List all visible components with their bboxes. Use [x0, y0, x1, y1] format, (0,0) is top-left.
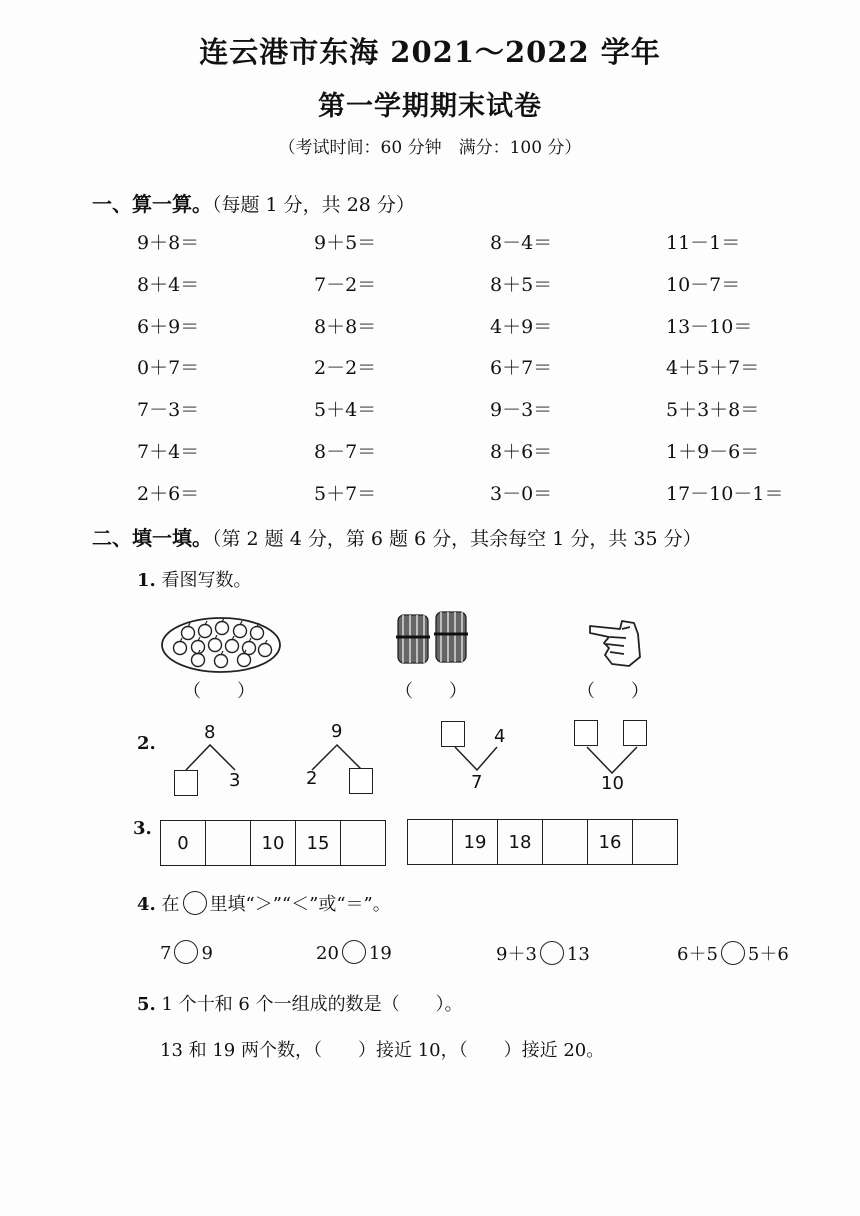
question-4-text-a: 在: [161, 894, 180, 915]
compare-3-right: 13: [566, 944, 590, 965]
bond-1-right: 3: [229, 770, 241, 791]
section-2-note: （第 2 题 4 分，第 6 题 6 分，其余每空 1 分，共 35 分）: [212, 528, 702, 550]
equation: 8－4＝: [490, 232, 553, 254]
compare-1-right: 9: [201, 943, 213, 964]
bond-2-left: 2: [306, 768, 318, 789]
number-sequence-row-2: [407, 819, 678, 865]
equation: 11－1＝: [666, 232, 741, 254]
compare-item-2: [316, 940, 392, 964]
question-4-text-b: 里填“＞”“＜”或“＝”。: [209, 894, 391, 915]
bond-1-left-box[interactable]: [174, 770, 198, 796]
exam-info: （考试时间：60 分钟 满分：100 分）: [278, 138, 582, 158]
section-2-label: 二、填一填。: [92, 526, 212, 550]
equation: 6＋9＝: [137, 315, 200, 338]
question-1-number: 1.: [137, 570, 156, 591]
equation: 5＋3＋8＝: [666, 399, 760, 422]
compare-2-right: 19: [368, 943, 392, 964]
grid-cell: 16: [588, 820, 633, 864]
question-5-line-1: 1 个十和 6 个一组成的数是（ ）。: [161, 994, 463, 1015]
equation: 3－0＝: [490, 482, 553, 505]
question-5-number: 5.: [137, 994, 156, 1015]
grid-cell: 18: [498, 820, 543, 864]
equation: 4＋5＋7＝: [666, 357, 760, 380]
bond-2-top: 9: [331, 721, 343, 742]
compare-1-circle[interactable]: [174, 940, 198, 964]
section-1-label: 一、算一算。: [92, 192, 212, 216]
bond-4-left-box[interactable]: [574, 720, 598, 746]
bond-1-top: 8: [204, 722, 216, 743]
question-5: [137, 990, 463, 1016]
equation: 7＋4＝: [137, 441, 200, 463]
equation: 8＋5＝: [490, 273, 553, 296]
equation: 9＋5＝: [314, 232, 377, 254]
equation: 7－3＝: [137, 399, 200, 422]
compare-1-left: 7: [160, 943, 172, 964]
equation: 5＋7＝: [314, 482, 377, 505]
equation: 9＋8＝: [137, 232, 200, 254]
bond-3-bottom: 7: [471, 772, 483, 793]
grid-cell[interactable]: [543, 820, 588, 864]
grid-cell[interactable]: [408, 820, 453, 864]
compare-item-1: [160, 940, 213, 964]
bond-2-right-box[interactable]: [349, 768, 373, 794]
compare-item-4: [677, 940, 789, 966]
compare-2-circle[interactable]: [342, 940, 366, 964]
equation: 5＋4＝: [314, 399, 377, 422]
grid-cell: 10: [251, 821, 296, 865]
equation: 13－10＝: [666, 315, 753, 338]
answer-blank-fingers[interactable]: （ ）: [577, 681, 649, 702]
equation: 8＋8＝: [314, 315, 377, 338]
number-sequence-row-1: [160, 820, 386, 866]
grid-cell[interactable]: [633, 820, 677, 864]
equation: 6＋7＝: [490, 357, 553, 380]
page-title: 连云港市东海 2021～2022 学年: [199, 35, 661, 69]
grid-cell: 15: [296, 821, 341, 865]
equation: 1＋9－6＝: [666, 441, 760, 463]
equation: 2＋6＝: [137, 482, 200, 505]
equation: 17－10－1＝: [666, 482, 784, 505]
compare-4-left: 6＋5: [677, 944, 718, 965]
question-4: [137, 890, 391, 916]
grid-cell: 19: [453, 820, 498, 864]
equation: 4＋9＝: [490, 315, 553, 338]
page-subtitle: 第一学期期末试卷: [318, 91, 542, 122]
answer-blank-apples[interactable]: （ ）: [183, 681, 255, 702]
compare-3-circle[interactable]: [540, 941, 564, 965]
question-1-text: 看图写数。: [161, 570, 252, 591]
equation: 7－2＝: [314, 273, 377, 296]
compare-4-right: 5＋6: [747, 944, 789, 965]
grid-cell: 0: [161, 821, 206, 865]
equation: 8－7＝: [314, 441, 377, 463]
equation: 8＋6＝: [490, 441, 553, 463]
circle-icon: [183, 891, 207, 915]
equation: 2－2＝: [314, 357, 377, 380]
compare-item-3: [496, 940, 590, 966]
compare-3-left: 9＋3: [496, 944, 537, 965]
question-3-number: 3.: [133, 818, 152, 839]
bond-3-right: 4: [494, 726, 506, 747]
grid-cell[interactable]: [341, 821, 385, 865]
grid-cell[interactable]: [206, 821, 251, 865]
section-1-note: （每题 1 分，共 28 分）: [212, 194, 415, 216]
question-2-number: 2.: [137, 733, 156, 754]
equation: 8＋4＝: [137, 273, 200, 296]
question-4-number: 4.: [137, 894, 156, 915]
answer-blank-sticks[interactable]: （ ）: [395, 681, 467, 702]
bond-3-left-box[interactable]: [441, 721, 465, 747]
equation: 10－7＝: [666, 273, 741, 296]
bond-4-bottom: 10: [601, 773, 624, 794]
bond-4-right-box[interactable]: [623, 720, 647, 746]
equation: 9－3＝: [490, 399, 553, 422]
compare-4-circle[interactable]: [721, 941, 745, 965]
question-5-line-2: 13 和 19 两个数，（ ）接近 10，（ ）接近 20。: [160, 1040, 605, 1061]
compare-2-left: 20: [316, 943, 339, 964]
equation: 0＋7＝: [137, 357, 200, 380]
